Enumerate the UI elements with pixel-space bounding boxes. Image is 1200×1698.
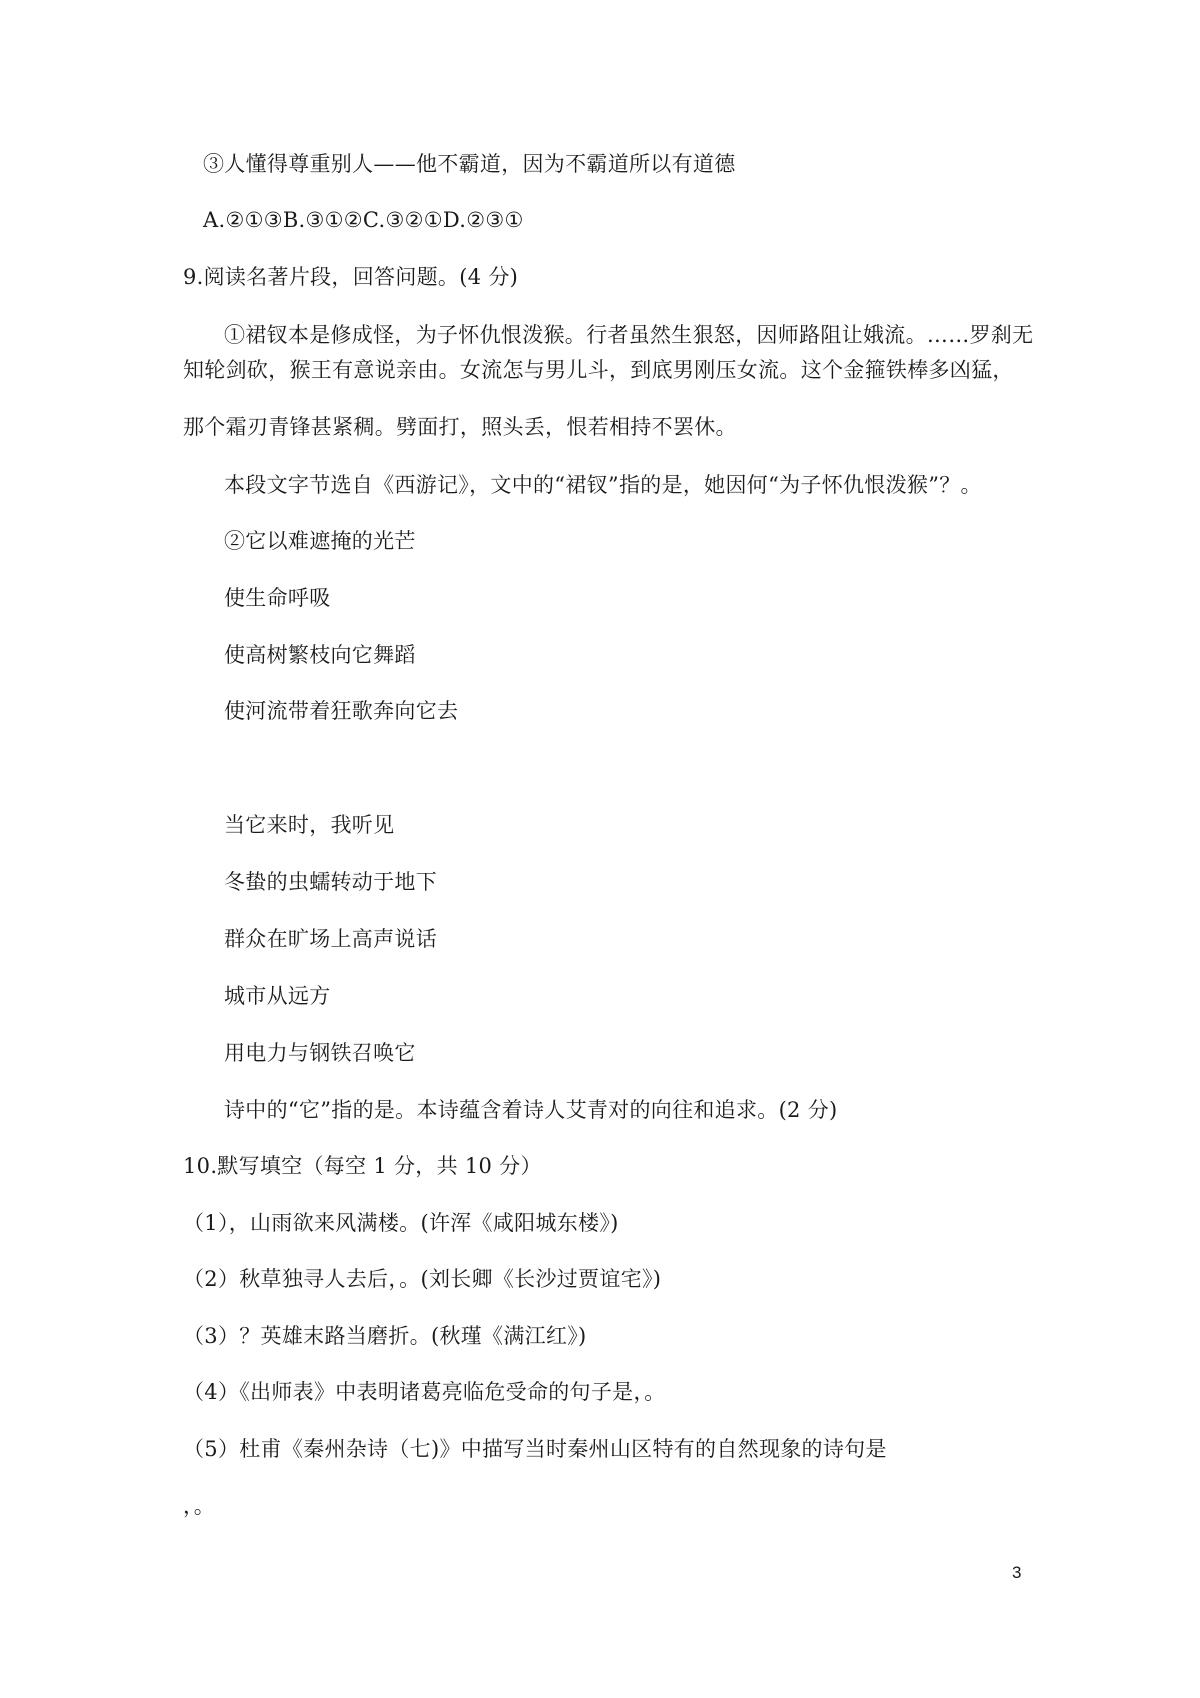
poem-line: 群众在旷场上高声说话	[224, 927, 437, 951]
option-line-3: ③人懂得尊重别人——他不霸道，因为不霸道所以有道德	[203, 152, 736, 176]
fill-blank-item: （3）？英雄末路当磨折。(秋瑾《满江红》)	[183, 1324, 587, 1348]
poem-line: 城市从远方	[224, 984, 331, 1008]
page-number: 3	[1012, 1563, 1022, 1582]
answer-choices: A.②①③B.③①②C.③②①D.②③①	[203, 208, 524, 232]
fill-blank-item: （1），山雨欲来风满楼。(许浑《咸阳城东楼》)	[183, 1211, 619, 1235]
poem-line: 冬蛰的虫蠕转动于地下	[224, 870, 437, 894]
fill-blank-item: ，。	[183, 1494, 216, 1518]
question-9-heading: 9.阅读名著片段，回答问题。(4 分)	[183, 265, 519, 289]
passage-line: ①裙钗本是修成怪，为子怀仇恨泼猴。行者虽然生狠怒，因师路阻让娥流。……罗刹无	[224, 323, 1034, 347]
poem-line: ②它以难遮掩的光芒	[224, 529, 416, 553]
poem-line: 使河流带着狂歌奔向它去	[224, 699, 459, 723]
fill-blank-item: （2）秋草独寻人去后，。(刘长卿《长沙过贾谊宅》)	[183, 1267, 662, 1291]
passage-line: 那个霜刃青锋甚紧稠。劈面打，照头丢，恨若相持不罢休。	[183, 415, 737, 439]
question-prompt: 诗中的“它”指的是。本诗蕴含着诗人艾青对的向往和追求。(2 分)	[224, 1098, 838, 1122]
poem-line: 使生命呼吸	[224, 586, 331, 610]
poem-line: 使高树繁枝向它舞蹈	[224, 643, 416, 667]
passage-line: 知轮剑砍，猴王有意说亲由。女流怎与男儿斗，到底男刚压女流。这个金箍铁棒多凶猛，	[183, 358, 1014, 382]
poem-line: 用电力与钢铁召唤它	[224, 1041, 416, 1065]
poem-line: 当它来时，我听见	[224, 813, 395, 837]
question-prompt: 本段文字节选自《西游记》，文中的“裙钗”指的是，她因何“为子怀仇恨泼猴”？。	[224, 473, 982, 497]
fill-blank-item: （4）《出师表》中表明诸葛亮临危受命的句子是，。	[183, 1380, 666, 1404]
fill-blank-item: （5）杜甫《秦州杂诗（七)》中描写当时秦州山区特有的自然现象的诗句是	[183, 1437, 887, 1461]
question-10-heading: 10.默写填空（每空 1 分，共 10 分）	[183, 1154, 542, 1178]
